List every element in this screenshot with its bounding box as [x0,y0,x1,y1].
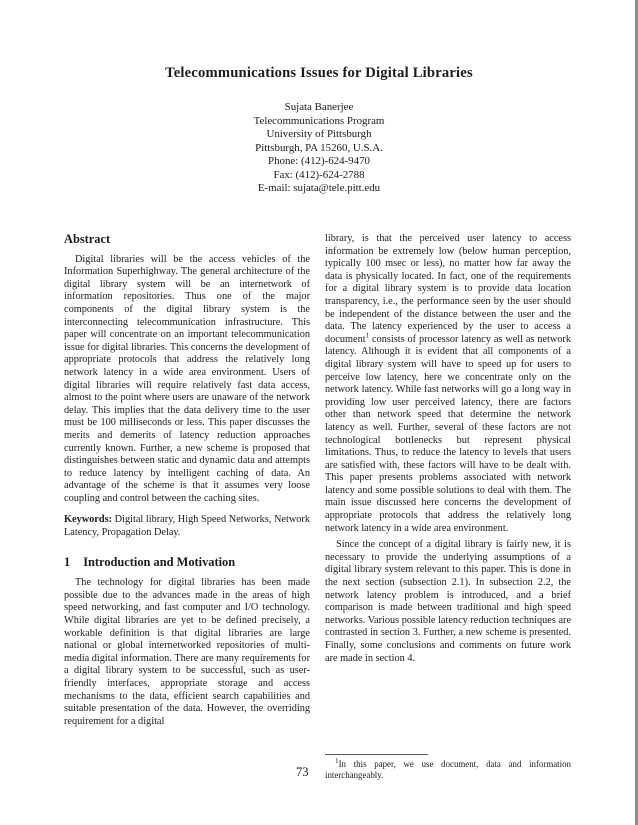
author-phone: Phone: (412)-624-9470 [268,155,370,167]
author-block [0,101,638,196]
intro-paragraph: The technology for digital libraries has been made possible due to the advances made in the areas of high speed networking, and fast computer and I/O technology. While digital libraries are yet to be defined precisely, a workable definition is that digital libraries are large national or global internetworked repositories of multi-media digital information. There are many requirements for a digital library system to be successful, such as user-friendly interfaces, appropriate storage and access mechanisms to the data, efficient search capabilities and suitable presentation of the data. However, the overriding requirement for a digital [64,577,310,727]
keywords-label: Keywords: [64,514,113,526]
author-affiliation-university: University of Pittsburgh [266,128,372,140]
abstract-heading: Abstract [64,232,111,246]
author-affiliation-program: Telecommunications Program [253,114,385,127]
footnote-body: In this paper, we use document, data and information interchangeably. [325,759,571,780]
footnote-text [325,759,571,781]
section-1-number: 1 [64,554,71,569]
section-1-heading [64,556,310,569]
author-email: E-mail: sujata@tele.pitt.edu [257,182,381,194]
keywords-list: Digital library, High Speed Networks, Network Latency, Propagation Delay. [64,514,310,539]
left-column [64,233,310,793]
paper-title: Telecommunications Issues for Digital Libraries [165,65,473,81]
continued-paragraph-text: library, is that the perceived user latency to access information be extremely low (below human perception, typically 100 msec or less), no matter how far away the data is physically located. In fact, one of the requirements for a digital library system is to provide data location transparency, i.e., the performance seen by the user should be independent of the distance between the user and the data. The latency experienced by the user to access a document [325,233,571,345]
author-name: Sujata Banerjee [284,101,354,113]
continued-paragraph [325,233,571,535]
footnote-reference-mark: 1 [365,331,370,340]
footnote-number: 1 [335,757,339,766]
right-column [325,233,571,825]
abstract-paragraph: Digital libraries will be the access vehicles of the Information Superhighway. The general architecture of the digital library system will be an internetwork of information repositories. Thus one of the major components of the digital library system is the interconnecting telecommunication infrastructure. This paper will concentrate on an important telecommunication issue for digital libraries. This concerns the development of appropriate protocols that address the relatively long network latency in a wide area environment. Users of digital libraries will require relatively fast data access, almost to the point where users are unaware of the network delay. This implies that the data delivery time to the user must be 100 milliseconds or less. This paper discusses the merits and demerits of latency reduction approaches currently known. Further, a new scheme is proposed that distinguishes between static and dynamic data and attempts to reduce latency by intelligent caching of data. An advantage of the scheme is that it assumes very loose coupling and control between the caching sites. [64,253,310,504]
footnote-block [325,754,571,781]
author-fax: Fax: (412)-624-2788 [273,168,365,181]
author-address: Pittsburgh, PA 15260, U.S.A. [255,141,383,154]
overview-paragraph: Since the concept of a digital library is fairly new, it is necessary to provide the underlying assumptions of a digital library system relevant to this paper. This is done in the next section (subsection 2.1). In subsection 2.2, the network latency problem is introduced, and a brief comparison is made between traditional and high speed networks. Various possible latency reduction techniques are contrasted in section 3. Further, a new scheme is presented. Finally, some conclusions and comments on future work are made in section 4. [325,539,572,664]
footnote-rule [325,754,428,755]
continued-paragraph-text-after: consists of processor latency as well as network latency. Although it is evident that all components of a digital library system will have to speed up for users to perceive low latency, here we concentrate only on the network latency. While fast networks will go a long way in providing low user perceived latency, there are factors other than network speed that determine the network latency as well. Further, several of these factors are not technological bottlenecks but represent physical limitations. Thus, to reduce the latency to levels that users are satisfied with, these factors will have to be dealt with. This paper presents problems associated with network latency and some possible solutions to deal with them. The main issue discussed here concerns the development of appropriate protocols that address the relatively long network latency in a wide area environment. [325,333,571,534]
page-number: 73 [296,765,309,779]
keywords-paragraph [64,514,310,539]
section-1-title: Introduction and Motivation [83,554,236,569]
